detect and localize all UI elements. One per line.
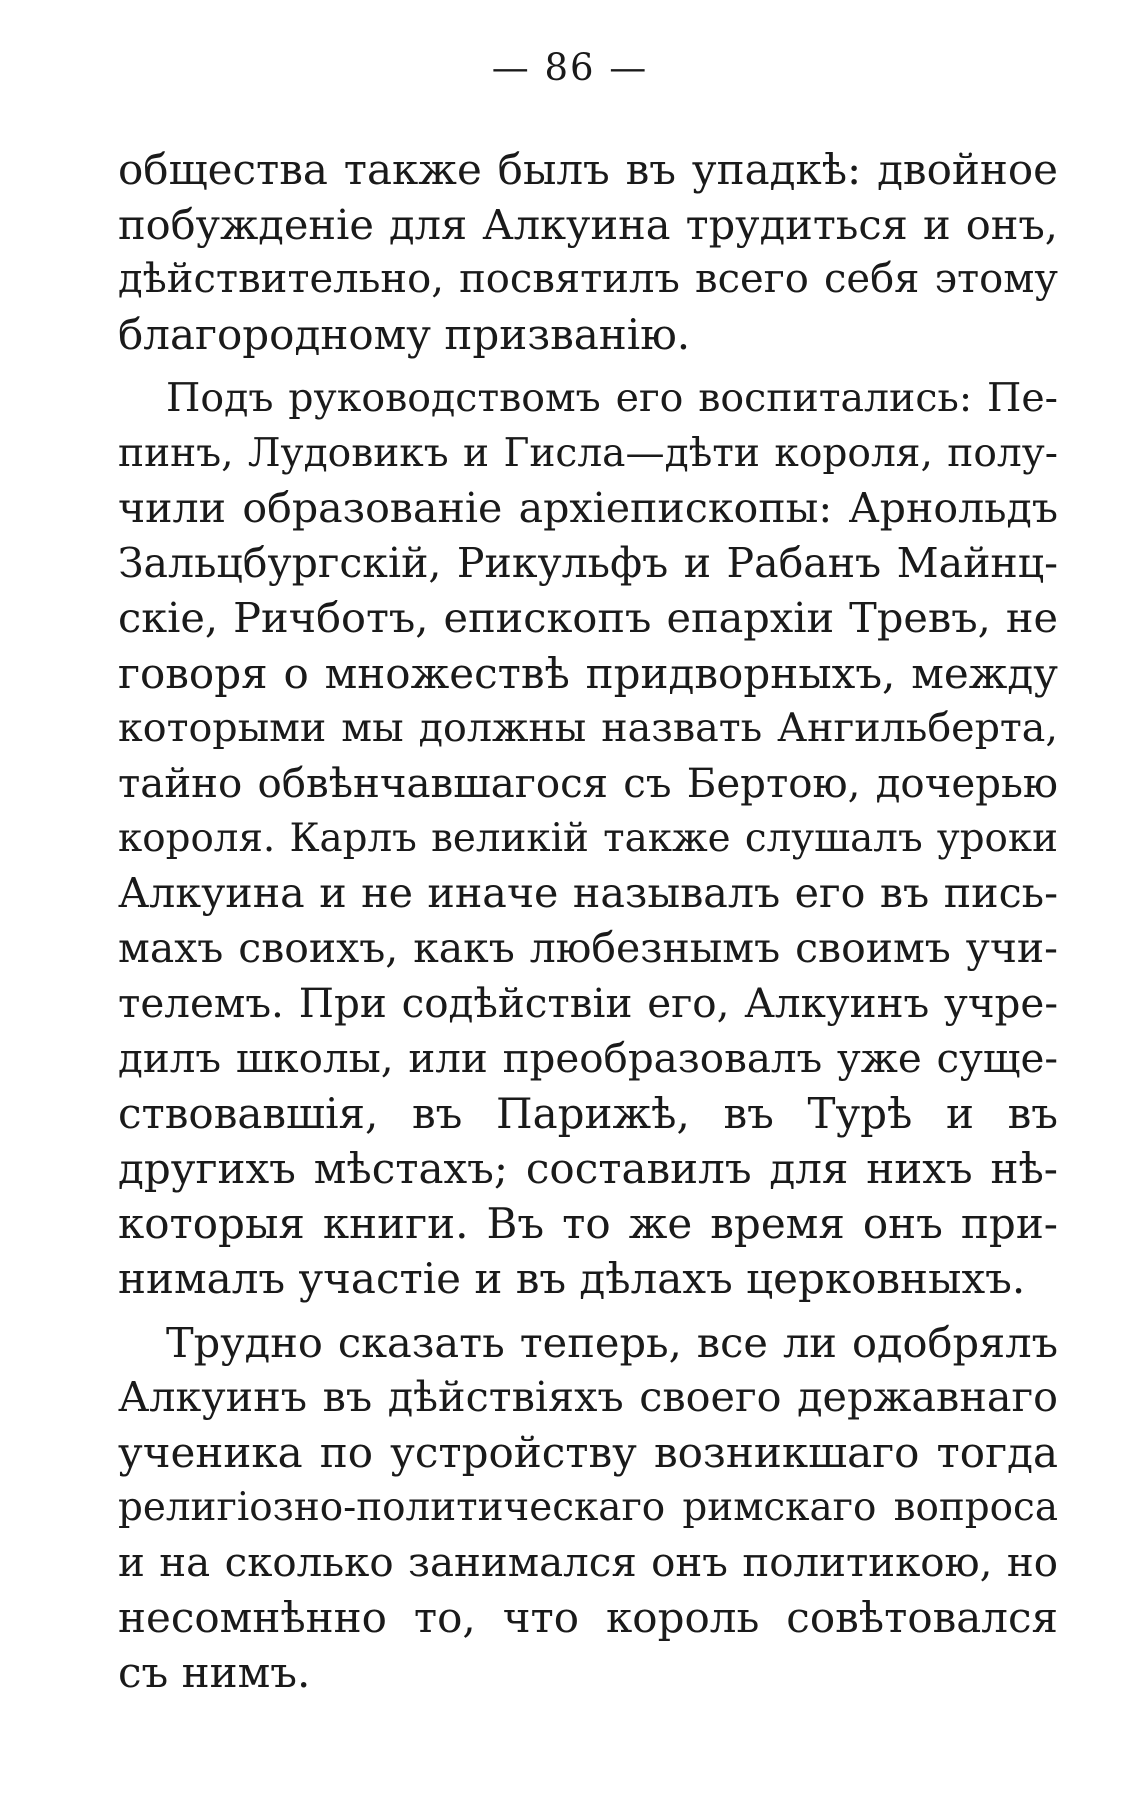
text-line: благородному призванію. <box>118 310 691 359</box>
text-line: Трудно сказать теперь, все ли одобрялъ <box>166 1318 1058 1367</box>
text-line: общества также былъ въ упадкѣ: двойное <box>118 145 1058 194</box>
text-line: тайно обвѣнчавшагося съ Бертою, дочерью <box>118 760 1058 807</box>
text-line: побужденіе для Алкуина трудиться и онъ, <box>118 200 1058 249</box>
text-line: которыми мы должны назвать Ангильберта, <box>118 705 1058 751</box>
paragraph-3 <box>118 1315 1058 1700</box>
text-line: дилъ школы, или преобразовалъ уже суще- <box>118 1035 1058 1082</box>
text-line: Подъ руководствомъ его воспитались: Пе- <box>166 375 1058 421</box>
text-line: махъ своихъ, какъ любезнымъ своимъ учи- <box>118 924 1058 972</box>
text-line: ученика по устройству возникшаго тогда <box>118 1428 1058 1477</box>
text-line: Зальцбургскій, Рикульфъ и Рабанъ Майнц- <box>118 539 1058 587</box>
text-line: короля. Карлъ великій также слушалъ уроки <box>118 816 1058 861</box>
paragraph-1 <box>118 142 1058 362</box>
text-line: скіе, Ричботъ, епископъ епархіи Тревъ, не <box>118 594 1058 642</box>
text-line: чили образованіе архіепископы: Арнольдъ <box>118 484 1058 532</box>
text-line: и на сколько занимался онъ политикою, но <box>118 1539 1058 1586</box>
text-line: Алкуина и не иначе называлъ его въ пись- <box>118 869 1058 917</box>
text-line: телемъ. При содѣйствіи его, Алкуинъ учре- <box>118 979 1058 1027</box>
text-line: съ нимъ. <box>118 1648 311 1697</box>
body-text <box>118 142 1058 1700</box>
text-line: ствовавшія, въ Парижѣ, въ Турѣ и въ <box>118 1089 1058 1138</box>
text-line: другихъ мѣстахъ; составилъ для нихъ нѣ- <box>118 1144 1058 1193</box>
text-line: Алкуинъ въ дѣйствіяхъ своего державнаго <box>118 1373 1058 1421</box>
text-line: которыя книги. Въ то же время онъ при- <box>118 1199 1058 1248</box>
text-line: говоря о множествѣ придворныхъ, между <box>118 649 1058 698</box>
text-line: несомнѣнно то, что король совѣтовался <box>118 1593 1058 1642</box>
page-number: — 86 — <box>491 46 649 89</box>
text-line: пинъ, Лудовикъ и Гисла—дѣти короля, полу- <box>118 431 1058 476</box>
paragraph-2 <box>118 371 1058 1306</box>
text-line: религіозно-политическаго римскаго вопроса <box>118 1485 1058 1530</box>
text-line: дѣйствительно, посвятилъ всего себя этому <box>118 256 1058 302</box>
text-line: нималъ участіе и въ дѣлахъ церковныхъ. <box>118 1254 1026 1303</box>
